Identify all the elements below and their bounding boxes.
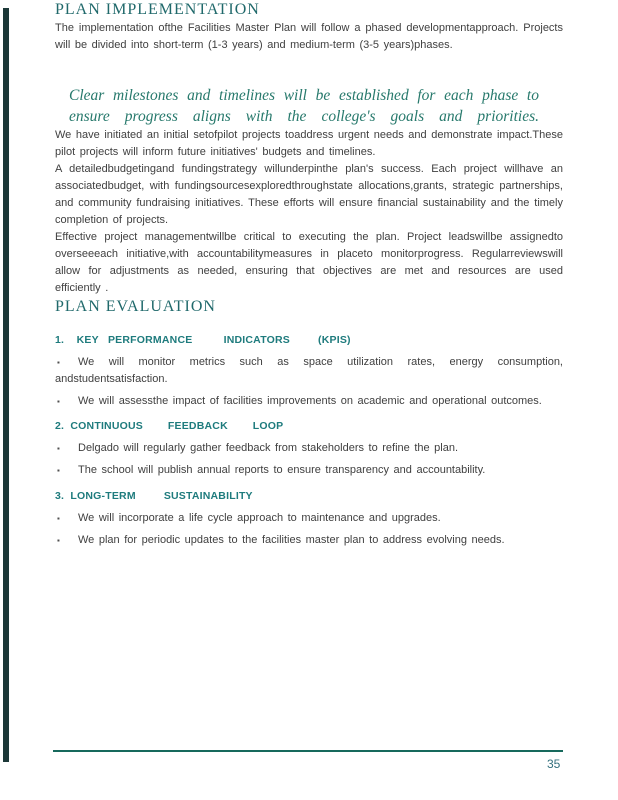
bullet-square-icon: ▪	[57, 397, 60, 406]
paragraph-phased-approach: The implementation ofthe Facilities Master Plan will follow a phased developmentapproach. Projects will be divided into short-term (1-3 years) and medium-term (3-5 years)phases.	[55, 22, 563, 51]
bullet-square-icon: ▪	[57, 466, 60, 475]
bullet-text: The school will publish annual reports to ensure transparency and accountability.	[78, 464, 486, 476]
page-number: 35	[547, 757, 561, 771]
pull-quote-milestones: Clear milestones and timelines will be established for each phase to ensure progress aligns with the college's goals and priorities.	[69, 87, 539, 125]
bullet-item-assess-impact	[55, 393, 563, 410]
subsection-title-kpis: 1. KEY PERFORMANCE INDICATORS (KPIS)	[55, 334, 351, 346]
section-heading-plan-implementation: PLAN IMPLEMENTATION	[55, 1, 260, 18]
bullet-item-periodic-updates	[55, 532, 563, 549]
paragraph-pilot-projects: We have initiated an initial setofpilot projects toaddress urgent needs and demonstrate impact.These pilot projects will inform future initiatives' budgets and timelines.	[55, 129, 563, 158]
subsection-title-sustainability: 3. LONG-TERM SUSTAINABILITY	[55, 490, 253, 502]
bullet-text: We plan for periodic updates to the facilities master plan to address evolving needs.	[78, 534, 505, 546]
bullet-square-icon: ▪	[57, 536, 60, 545]
section-heading-plan-evaluation: PLAN EVALUATION	[55, 298, 216, 315]
bullet-text: We will assessthe impact of facilities improvements on academic and operational outcomes.	[78, 395, 542, 407]
page-left-border	[3, 8, 9, 762]
page-content	[55, 0, 563, 549]
bullet-square-icon: ▪	[57, 514, 60, 523]
bullet-text: We will monitor metrics such as space utilization rates, energy consumption, andstudentsatisfaction.	[55, 356, 563, 385]
bullet-text: Delgado will regularly gather feedback from stakeholders to refine the plan.	[78, 442, 459, 454]
bullet-square-icon: ▪	[57, 358, 60, 367]
bullet-item-monitor-metrics	[55, 354, 563, 388]
footer-rule	[53, 750, 563, 752]
paragraph-project-management: Effective project managementwillbe critical to executing the plan. Project leadswillbe assignedto overseeeach initiative,with accountabilitymeasures in placeto monitorprogress. Regularreviewswill allow for adjustments as needed, ensuring that objectives are met and resources are used efficiently .	[55, 231, 563, 294]
bullet-square-icon: ▪	[57, 444, 60, 453]
bullet-item-annual-reports	[55, 462, 563, 479]
bullet-item-gather-feedback	[55, 440, 563, 457]
bullet-text: We will incorporate a life cycle approach to maintenance and upgrades.	[78, 512, 441, 524]
bullet-item-life-cycle	[55, 510, 563, 527]
paragraph-budgeting-strategy: A detailedbudgetingand fundingstrategy willunderpinthe plan's success. Each project willhave an associatedbudget, with fundingsourcesexploredthroughstate allocations,grants, strategic partnerships, and community fundraising initiatives. These efforts will ensure financial sustainability and the timely completion of projects.	[55, 163, 563, 226]
subsection-title-feedback-loop: 2. CONTINUOUS FEEDBACK LOOP	[55, 420, 284, 432]
